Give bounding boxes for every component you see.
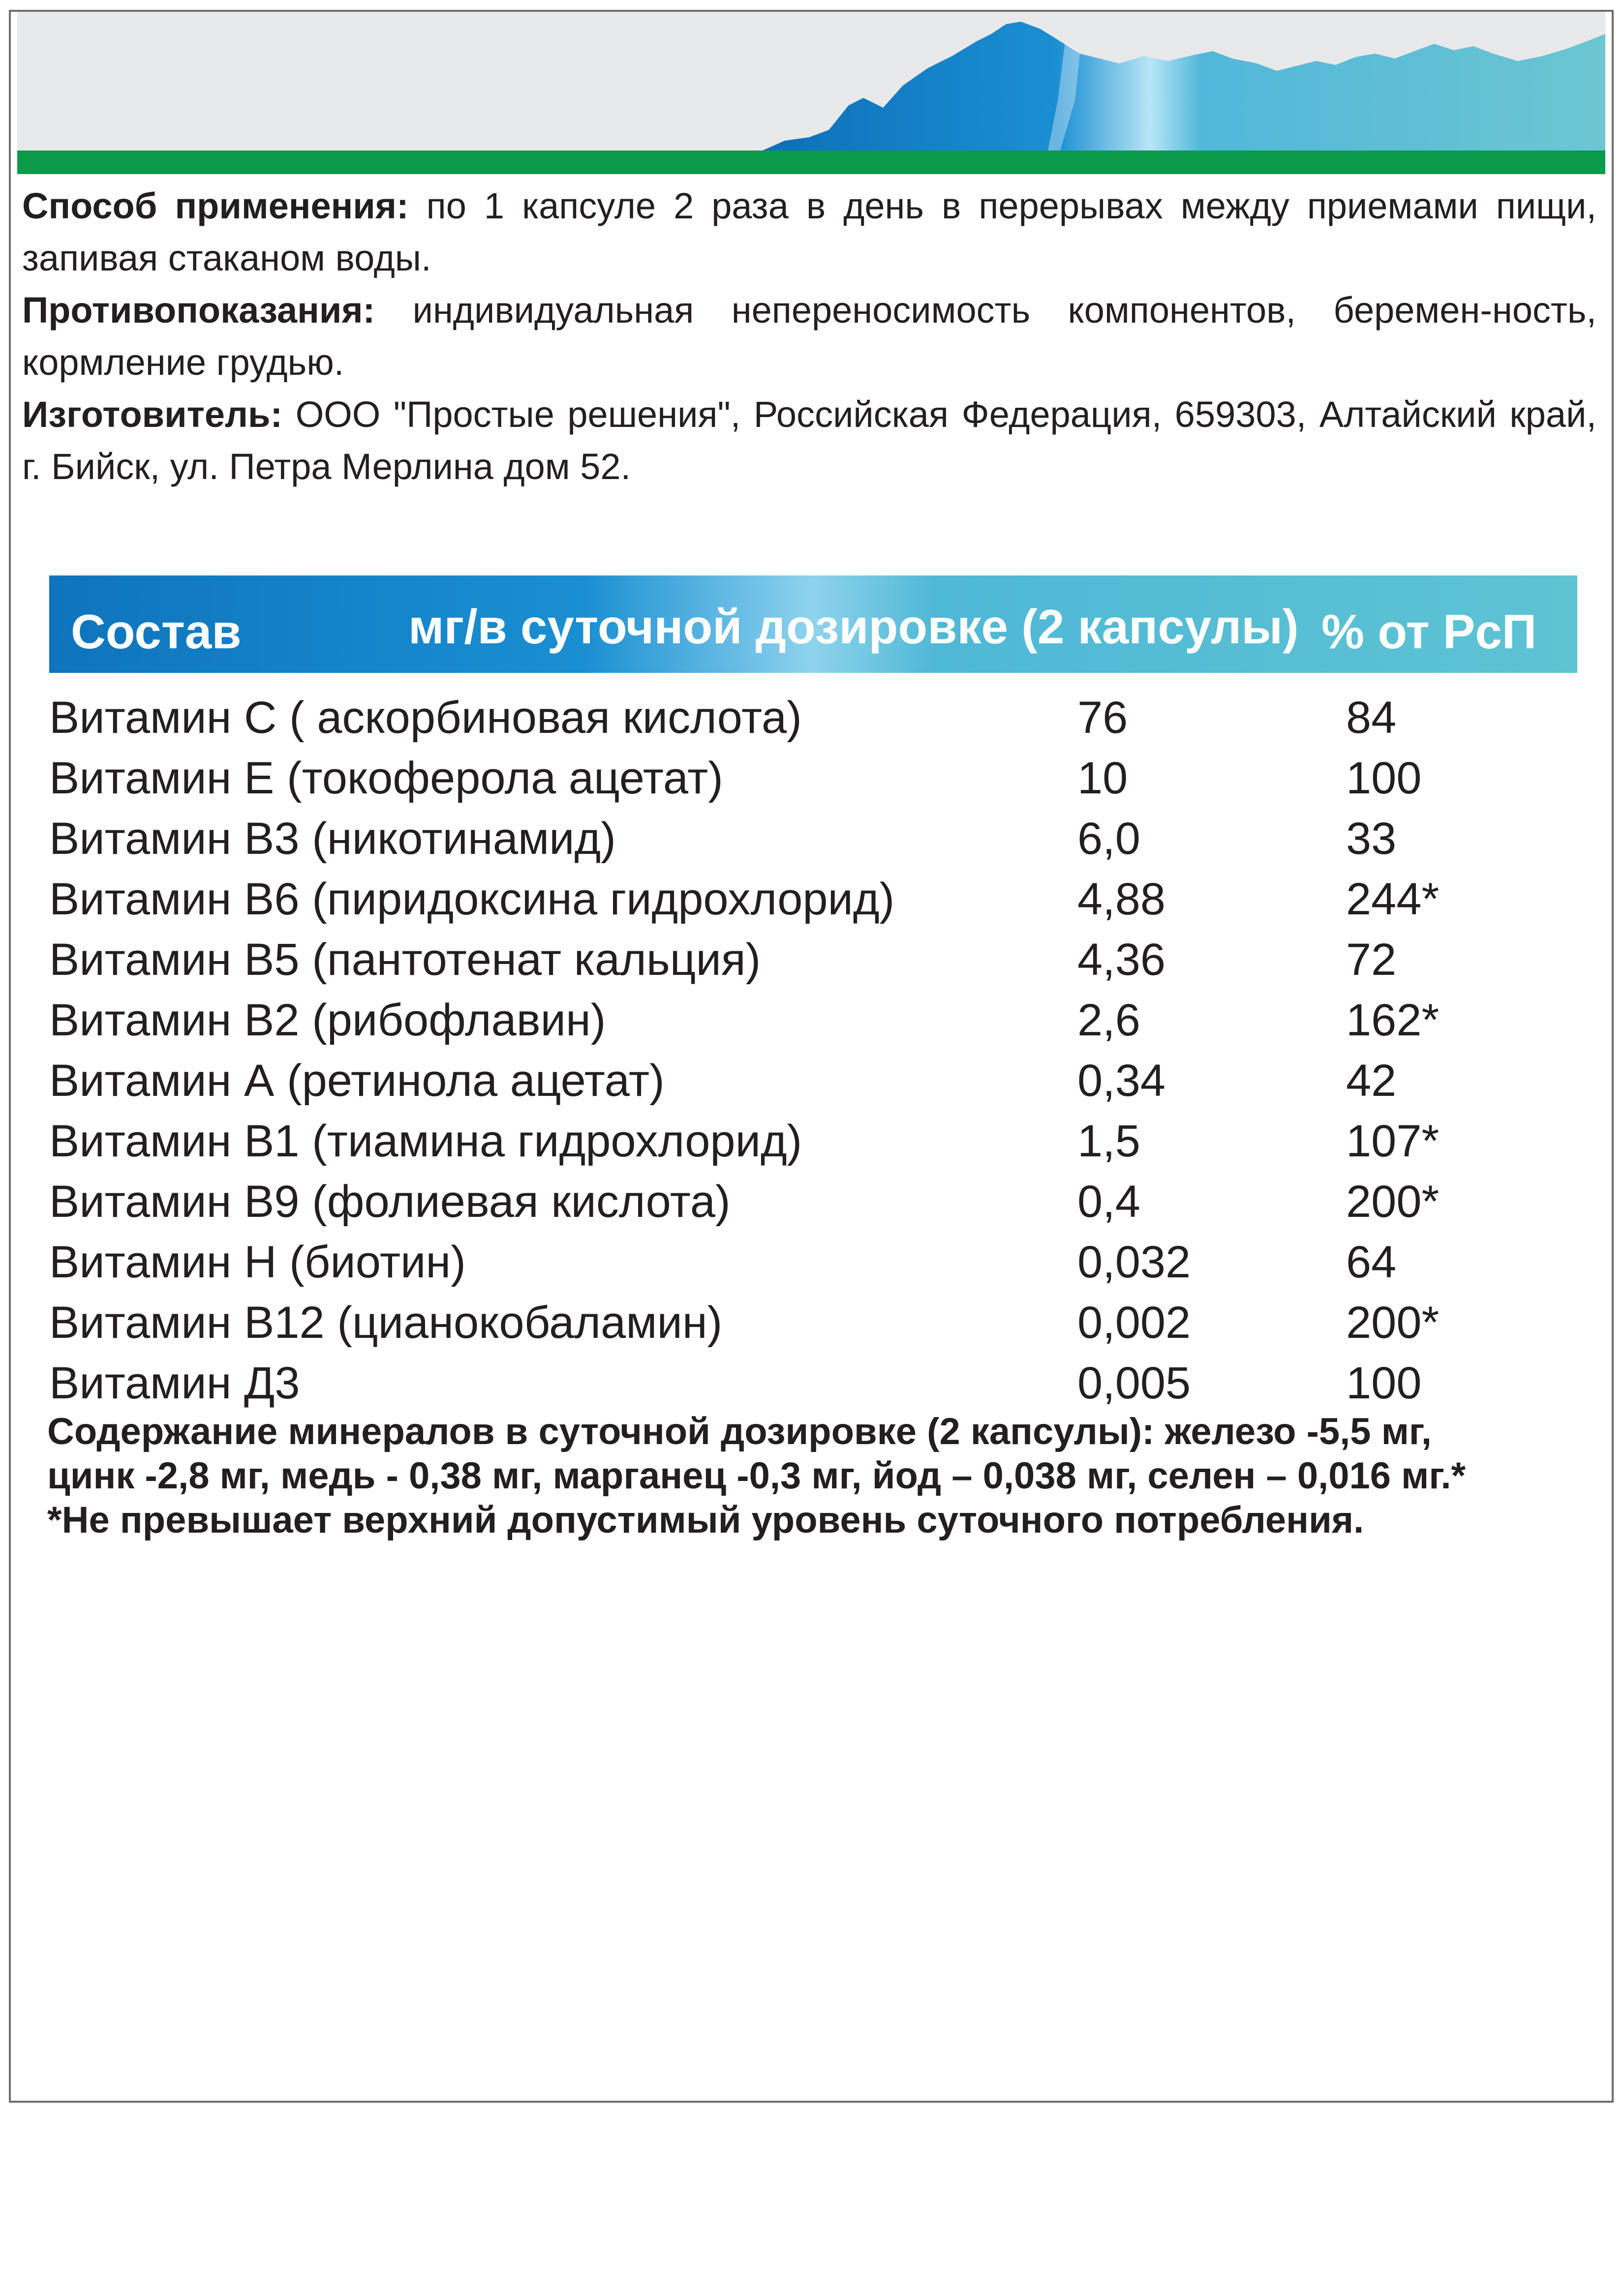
nutrient-percent: 100: [1346, 1358, 1422, 1408]
nutrient-name: Витамин В1 (тиамина гидрохлорид): [49, 1116, 802, 1166]
composition-table-body: [49, 688, 1574, 1414]
green-stripe: [17, 151, 1605, 174]
nutrient-name: Витамин В12 (цианокобаламин): [49, 1298, 723, 1348]
nutrient-dose: 1,5: [1077, 1116, 1140, 1166]
nutrient-name: Витамин В5 (пантотенат кальция): [49, 935, 761, 985]
nutrient-dose: 4,88: [1077, 874, 1166, 924]
header-percent: % от РсП: [1321, 604, 1537, 659]
nutrient-name: Витамин С ( аскорбиновая кислота): [49, 693, 802, 743]
mountain-banner: [17, 12, 1605, 151]
nutrient-name: Витамин В2 (рибофлавин): [49, 995, 606, 1045]
mountain-icon: [17, 12, 1605, 151]
table-row: [49, 748, 1574, 809]
nutrient-percent: 200*: [1346, 1298, 1440, 1348]
nutrient-percent: 200*: [1346, 1177, 1440, 1227]
table-row: [49, 1232, 1574, 1293]
nutrient-dose: 4,36: [1077, 935, 1166, 985]
nutrient-dose: 0,002: [1077, 1298, 1191, 1348]
table-row: [49, 869, 1574, 930]
header-composition: Состав: [71, 604, 242, 659]
manufacturer-label: Изготовитель:: [22, 394, 283, 435]
minerals-footnote: *Не превышает верхний допустимый уровень суточного потребления.: [47, 1499, 1364, 1541]
nutrient-percent: 107*: [1346, 1116, 1440, 1166]
table-row: [49, 1051, 1574, 1111]
table-row: [49, 1172, 1574, 1232]
nutrient-percent: 72: [1346, 935, 1397, 985]
product-info: [22, 180, 1596, 493]
nutrient-name: Витамин Д3: [49, 1358, 300, 1408]
nutrient-percent: 84: [1346, 693, 1397, 743]
usage-paragraph: [22, 180, 1596, 284]
minerals-note: [47, 1410, 1597, 1542]
nutrient-percent: 64: [1346, 1237, 1397, 1287]
nutrient-percent: 42: [1346, 1056, 1397, 1106]
usage-label: Способ применения:: [22, 185, 409, 226]
table-row: [49, 1293, 1574, 1353]
header-dose: мг/в суточной дозировке (2 капсулы): [408, 600, 1299, 654]
contraindications-text: индивидуальная непереносимость компонентов, беремен-ность, кормление грудью.: [22, 290, 1596, 383]
nutrient-dose: 0,4: [1077, 1177, 1140, 1227]
nutrient-name: Витамин А (ретинола ацетат): [49, 1056, 665, 1106]
nutrient-percent: 244*: [1346, 874, 1440, 924]
nutrient-dose: 2,6: [1077, 995, 1140, 1045]
table-row: [49, 1353, 1574, 1414]
nutrient-percent: 100: [1346, 753, 1422, 803]
contraindications-paragraph: [22, 284, 1596, 389]
nutrient-dose: 0,005: [1077, 1358, 1191, 1408]
table-row: [49, 930, 1574, 990]
nutrient-percent: 162*: [1346, 995, 1440, 1045]
nutrient-name: Витамин В3 (никотинамид): [49, 814, 616, 864]
manufacturer-text: ООО "Простые решения", Российская Федерация, 659303, Алтайский край, г. Бийск, ул. Петра Мерлина дом 52.: [22, 394, 1597, 487]
minerals-line-1: Содержание минералов в суточной дозировке (2 капсулы): железо -5,5 мг,: [47, 1411, 1432, 1452]
nutrient-dose: 0,34: [1077, 1056, 1166, 1106]
table-row: [49, 688, 1574, 748]
manufacturer-paragraph: [22, 389, 1596, 493]
nutrient-name: Витамин Н (биотин): [49, 1237, 466, 1287]
table-row: [49, 1111, 1574, 1172]
composition-table-header: [49, 575, 1577, 673]
nutrient-name: Витамин В6 (пиридоксина гидрохлорид): [49, 874, 895, 924]
nutrient-name: Витамин В9 (фолиевая кислота): [49, 1177, 731, 1227]
minerals-line-2: цинк -2,8 мг, медь - 0,38 мг, марганец -0,3 мг, йод – 0,038 мг, селен – 0,016 мг.*: [47, 1455, 1466, 1497]
nutrient-percent: 33: [1346, 814, 1397, 864]
table-row: [49, 809, 1574, 869]
table-row: [49, 990, 1574, 1051]
contraindications-label: Противопоказания:: [22, 290, 375, 331]
nutrient-dose: 76: [1077, 693, 1128, 743]
nutrient-dose: 0,032: [1077, 1237, 1191, 1287]
usage-text: по 1 капсуле 2 раза в день в перерывах между приемами пищи, запивая стаканом воды.: [22, 185, 1597, 278]
nutrient-dose: 6,0: [1077, 814, 1140, 864]
nutrient-name: Витамин Е (токоферола ацетат): [49, 753, 723, 803]
nutrient-dose: 10: [1077, 753, 1128, 803]
